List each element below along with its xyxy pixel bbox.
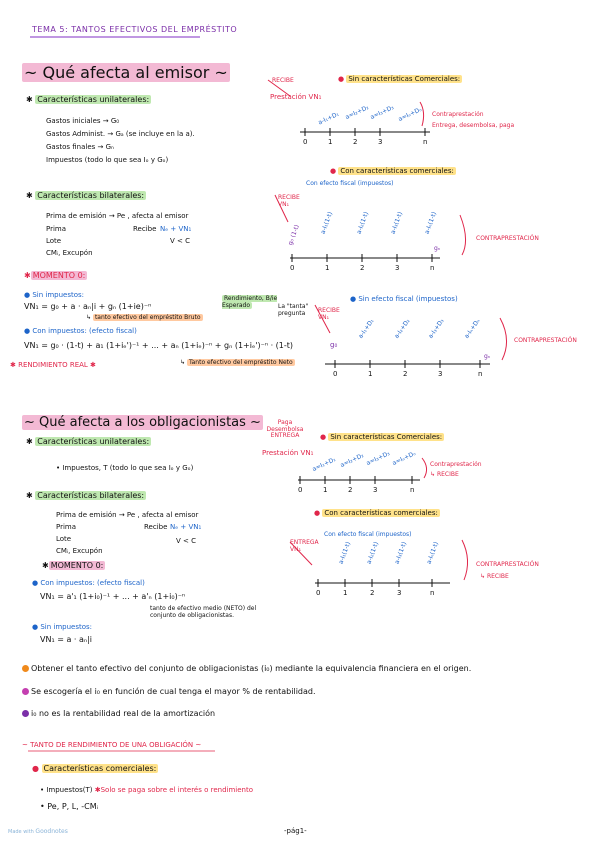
emisor-bi-item-3: Lote — [46, 237, 62, 245]
bullet-2 — [22, 688, 316, 697]
emisor-d2-gn: gₙ — [434, 245, 441, 252]
emisor-d3-label-3: a-I₃+D₃ — [427, 317, 446, 340]
emisor-sin-impuestos-text: Sin impuestos: — [32, 291, 85, 299]
oblig-con-impuestos: ● Con impuestos: (efecto fiscal) — [32, 579, 145, 587]
emisor-d1-contra: Contraprestación — [432, 111, 484, 118]
oblig-d2-contra: CONTRAPRESTACIÓN — [476, 561, 539, 568]
oblig-d1-prestacion: Prestación VN₁ — [262, 449, 314, 457]
emisor-d2-label-4: a-Iₙ(1-t) — [423, 211, 438, 236]
oblig-formula-sin: VN₁ = a · aₙ|i — [40, 635, 92, 644]
oblig-unilaterales-title: Características unilaterales: — [37, 437, 150, 446]
oblig-sin-impuestos: ● Sin impuestos: — [32, 623, 93, 631]
oblig-d1-recibe-text: RECIBE — [436, 471, 459, 478]
bullet-2-dot — [22, 688, 29, 695]
oblig-sin-impuestos-text: Sin impuestos: — [40, 623, 93, 631]
oblig-formula-con: VN₁ = a'₁ (1+i₀)⁻¹ + ... + a'ₙ (1+i₀)⁻ⁿ — [40, 592, 186, 601]
oblig-recibe-formula: Nₑ + VN₁ — [170, 523, 202, 531]
oblig-d1-label-2: a=I₂+D₂ — [339, 452, 365, 470]
oblig-recibe-label: Recibe — [144, 523, 168, 531]
emisor-d3-tick-2: 2 — [403, 370, 408, 378]
emisor-d1-recibe: RECIBE — [272, 77, 294, 84]
emisor-sin-impuestos: ● Sin impuestos: — [24, 291, 85, 299]
emisor-d1-label-3: a=I₃+D₃ — [369, 104, 395, 122]
emisor-momento-heading: ✱ MOMENTO 0: — [24, 271, 86, 280]
emisor-bi-item-2: Prima — [46, 225, 67, 233]
emisor-recibe-formula: Nₑ + VN₁ — [160, 225, 192, 233]
emisor-d3-recibe: RECIBE VN₁ — [318, 307, 340, 321]
emisor-d3-heading: ● Sin efecto fiscal (impuestos) — [350, 295, 458, 303]
rendimiento-heading: ~ TANTO DE RENDIMIENTO DE UNA OBLIGACIÓN ~ — [22, 741, 202, 749]
emisor-uni-item-2: Gastos Administ. → Gₐ (se incluye en la a). — [46, 130, 195, 138]
oblig-d2-entrega: ENTREGA VN₁ — [290, 539, 319, 553]
emisor-d3-label-1: a-I₁+D₁ — [357, 317, 376, 340]
emisor-d3-tick-1: 1 — [368, 370, 373, 378]
goodnotes-brand: Goodnotes — [35, 828, 68, 835]
emisor-d1-prestacion: Prestación VN₁ — [270, 93, 322, 101]
emisor-title-text: ~ Qué afecta al emisor ~ — [24, 63, 228, 82]
oblig-momento-title: MOMENTO 0: — [50, 561, 104, 570]
emisor-uni-item-1: Gastos iniciales → G₀ — [46, 117, 120, 125]
oblig-d2-recibe-text: RECIBE — [486, 573, 509, 580]
emisor-formula-con: VN₁ = g₀ · (1-t) + a₁ (1+iₑ')⁻¹ + ... + aₙ (1+iₑ)⁻ⁿ + gₙ (1+iₑ')⁻ⁿ · (1-t) — [24, 341, 294, 350]
emisor-rendimiento-real-text: RENDIMIENTO REAL — [18, 361, 88, 369]
emisor-formula-sin: VN₁ = g₀ + a · aₙ|i + gₙ (1+ie)⁻ⁿ — [24, 302, 152, 311]
oblig-d2-heading: ● Con características comerciales: — [314, 509, 438, 517]
emisor-d1-heading: ● Sin características Comerciales: — [338, 75, 461, 83]
page-number: -pág1- — [284, 827, 307, 835]
bullet-3-dot — [22, 710, 29, 717]
emisor-d1-tick-n: n — [423, 138, 428, 146]
oblig-d2-label-2: a-I₂(1-t) — [365, 540, 381, 566]
contra-bracket-emisor-3 — [500, 318, 507, 360]
goodnotes-watermark — [8, 829, 68, 836]
oblig-d1-title: Sin características Comerciales: — [330, 433, 443, 441]
emisor-d2-efecto: Con efecto fiscal (impuestos) — [306, 180, 394, 187]
oblig-d2-label-4: a-Iₙ(1-t) — [425, 541, 440, 566]
oblig-d1-label-1: a=I₁+D₁ — [311, 456, 337, 474]
bullet-3-text: i₀ no es la rentabilidad real de la amortización — [31, 709, 216, 718]
emisor-d3-label-4: a-Iₙ+Dₙ — [463, 317, 482, 340]
emisor-d2-heading: ● Con características comerciales: — [330, 167, 454, 175]
emisor-uni-item-3: Gastos finales → Gₙ — [46, 143, 114, 151]
rendimiento-impuestos-note: Solo se paga sobre el interés o rendimiento — [100, 786, 253, 794]
rendimiento-otros-text: Pe, P, L, -CMᵢ — [47, 802, 99, 811]
oblig-uni-item-1: • Impuestos, T (todo lo que sea Iₒ y Gₒ) — [56, 464, 194, 472]
emisor-d2-g0: g₀ (1-t) — [286, 223, 301, 247]
emisor-d2-tick-3: 3 — [395, 264, 400, 272]
bullet-3 — [22, 710, 215, 719]
emisor-d2-contra: CONTRAPRESTACIÓN — [476, 235, 539, 242]
emisor-d1-tick-1: 1 — [328, 138, 333, 146]
oblig-momento-heading: ✱ MOMENTO 0: — [42, 561, 104, 570]
emisor-rendimiento-real: ✱ RENDIMIENTO REAL ✱ — [10, 361, 96, 369]
emisor-d3-tick-n: n — [478, 370, 483, 378]
oblig-d2-tick-1: 1 — [343, 589, 348, 597]
emisor-d2-tick-2: 2 — [360, 264, 365, 272]
contra-arrow-oblig-1 — [422, 458, 427, 478]
emisor-d1-title: Sin características Comerciales: — [348, 75, 461, 83]
oblig-bi-item-4: CMᵢ, Excupón — [56, 547, 103, 555]
oblig-d1-paga: Paga Desembolsa ENTREGA — [266, 419, 304, 440]
bullet-1-text: Obtener el tanto efectivo del conjunto de obligacionistas (i₀) mediante la equivalencia financiera en el origen. — [31, 664, 472, 673]
emisor-d2-title: Con características comerciales: — [340, 167, 454, 175]
oblig-d2-recibe: ↳ RECIBE — [480, 573, 509, 580]
emisor-d1-tick-0: 0 — [303, 138, 308, 146]
oblig-bi-item-2: Prima — [56, 523, 77, 531]
emisor-d1-tick-3: 3 — [378, 138, 383, 146]
oblig-con-impuestos-text: Con impuestos: (efecto fiscal) — [40, 579, 145, 587]
oblig-d2-tick-3: 3 — [397, 589, 402, 597]
emisor-d2-recibe: RECIBE VN₁ — [278, 194, 300, 208]
emisor-vlc: V < C — [170, 237, 190, 245]
emisor-unilaterales-heading: ✱ Características unilaterales: — [26, 95, 150, 104]
emisor-bi-item-1: Prima de emisión → Pe , afecta al emisor — [46, 212, 189, 220]
emisor-d1-tick-2: 2 — [353, 138, 358, 146]
emisor-note-neto-text: Tanto efectivo del empréstito Neto — [188, 359, 293, 366]
oblig-d2-tick-n: n — [430, 589, 435, 597]
emisor-con-impuestos: ● Con impuestos: (efecto fiscal) — [24, 327, 137, 335]
emisor-note-neto: ↳ Tanto efectivo del empréstito Neto — [180, 359, 293, 366]
emisor-d3-title: Sin efecto fiscal (impuestos) — [358, 295, 458, 303]
oblig-bi-item-3: Lote — [56, 535, 72, 543]
emisor-d3-tick-0: 0 — [333, 370, 338, 378]
bullet-1 — [22, 665, 471, 674]
emisor-d3-g0: g₀ — [330, 341, 338, 349]
rendimiento-impuestos: • Impuestos(T) ✱Solo se paga sobre el interés o rendimiento — [40, 786, 253, 794]
oblig-d1-tick-0: 0 — [298, 486, 303, 494]
emisor-d3-tick-3: 3 — [438, 370, 443, 378]
oblig-d2-efecto: Con efecto fiscal (impuestos) — [324, 531, 412, 538]
contra-bracket-emisor-2 — [460, 215, 466, 255]
emisor-d3-label-2: a-I₂+D₂ — [393, 317, 412, 340]
oblig-vlc: V < C — [176, 537, 196, 545]
emisor-d3-gn: gₙ — [484, 353, 491, 360]
oblig-d1-contra: Contraprestación — [430, 461, 482, 468]
bullet-2-text: Se escogería el i₀ en función de cual tenga el mayor % de rentabilidad. — [31, 687, 316, 696]
emisor-note-bruto: ↳ tanto efectivo del empréstito Bruto — [86, 314, 201, 321]
oblig-uni-item-1-text: Impuestos, T (todo lo que sea Iₒ y Gₒ) — [62, 464, 194, 472]
rendimiento-comerciales-title: Características comerciales: — [43, 764, 157, 773]
emisor-d1-label-2: a=I₂+D₂ — [344, 104, 370, 122]
oblig-d1-label-3: a=I₃+D₃ — [365, 450, 391, 468]
emisor-d2-tick-n: n — [430, 264, 435, 272]
oblig-d1-heading: ● Sin características Comerciales: — [320, 433, 443, 441]
rendimiento-comerciales: ● Características comerciales: — [32, 764, 157, 773]
oblig-d1-tick-1: 1 — [323, 486, 328, 494]
oblig-bi-item-1: Prima de emisión → Pe , afecta al emisor — [56, 511, 199, 519]
emisor-d1-label-1: a-I₁+D₁ — [317, 110, 341, 127]
oblig-d2-tick-2: 2 — [370, 589, 375, 597]
oblig-title-text: ~ Qué afecta a los obligacionistas ~ — [24, 415, 261, 430]
oblig-d2-label-3: a-I₃(1-t) — [393, 540, 409, 566]
oblig-unilaterales-heading: ✱ Características unilaterales: — [26, 437, 150, 446]
goodnotes-prefix: Made with — [8, 829, 34, 835]
emisor-section-title — [22, 64, 230, 82]
oblig-d1-recibe: ↳ RECIBE — [430, 471, 459, 478]
oblig-d1-tick-2: 2 — [348, 486, 353, 494]
emisor-unilaterales-title: Características unilaterales: — [37, 95, 150, 104]
oblig-d2-tick-0: 0 — [316, 589, 321, 597]
emisor-note-bruto-text: tanto efectivo del empréstito Bruto — [94, 314, 201, 321]
emisor-con-impuestos-text: Con impuestos: (efecto fiscal) — [32, 327, 137, 335]
emisor-recibe-label: Recibe — [133, 225, 157, 233]
emisor-d1-label-4: a=Iₙ+Dₙ — [397, 106, 423, 124]
oblig-d2-title: Con características comerciales: — [324, 509, 438, 517]
emisor-d2-label-2: a-I₂(1-t) — [355, 210, 371, 236]
emisor-d1-entrega: Entrega, desembolsa, paga — [432, 122, 515, 129]
emisor-d2-label-1: a-I₁(1-t) — [319, 210, 335, 236]
emisor-d2-label-3: a-I₃(1-t) — [389, 210, 405, 236]
emisor-bilaterales-heading: ✱ Características bilaterales: — [26, 191, 145, 200]
oblig-d2-label-1: a-I₁(1-t) — [337, 540, 353, 566]
emisor-d2-tick-1: 1 — [325, 264, 330, 272]
contra-bracket-oblig-2 — [462, 540, 468, 580]
emisor-bilaterales-title: Características bilaterales: — [37, 191, 145, 200]
emisor-d3-contra: CONTRAPRESTACIÓN — [514, 337, 577, 344]
emisor-note-rendimiento-text: Rendimiento, B/ie Esperado — [222, 295, 278, 309]
oblig-bilaterales-title: Características bilaterales: — [37, 491, 145, 500]
header-title: TEMA 5: TANTOS EFECTIVOS DEL EMPRÉSTITO — [32, 25, 238, 34]
emisor-uni-item-4: Impuestos (todo lo que sea Iₒ y Gₒ) — [46, 156, 169, 164]
rendimiento-otros: • Pe, P, L, -CMᵢ — [40, 802, 99, 811]
oblig-bilaterales-heading: ✱ Características bilaterales: — [26, 491, 145, 500]
emisor-d2-tick-0: 0 — [290, 264, 295, 272]
oblig-section-title — [22, 416, 263, 430]
oblig-d1-label-4: a=Iₙ+Dₙ — [391, 450, 417, 468]
oblig-d1-tick-n: n — [410, 486, 415, 494]
rendimiento-impuestos-text: Impuestos(T) — [46, 786, 93, 794]
oblig-d1-tick-3: 3 — [373, 486, 378, 494]
oblig-note-medio: tanto de efectivo medio (NETO) del conjunto de obligacionistas. — [150, 605, 257, 619]
bullet-1-dot — [22, 665, 29, 672]
rendimiento-title: TANTO DE RENDIMIENTO DE UNA OBLIGACIÓN — [30, 741, 194, 749]
emisor-momento-title: MOMENTO 0: — [32, 271, 86, 280]
emisor-note-tanto: La "tanta" pregunta — [278, 303, 309, 317]
emisor-bi-item-4: CMᵢ, Excupón — [46, 249, 93, 257]
